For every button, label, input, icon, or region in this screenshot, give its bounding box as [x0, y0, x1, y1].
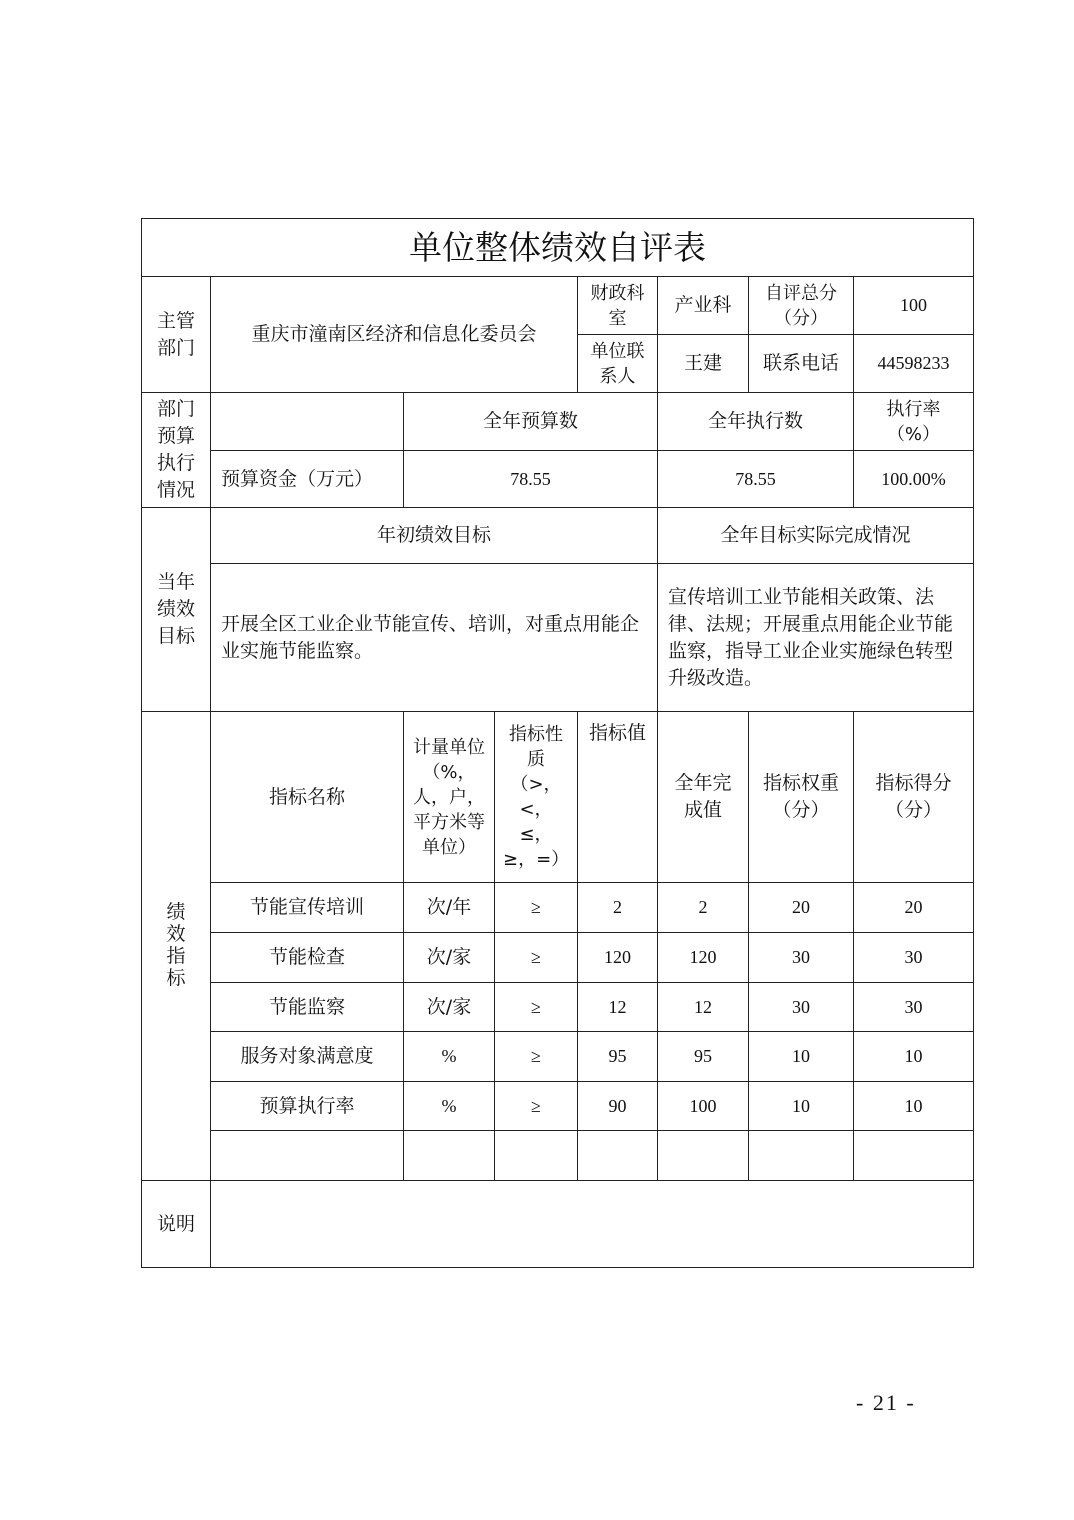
indicator-target: 2	[578, 883, 658, 933]
indicator-name-header: 指标名称	[211, 712, 404, 883]
indicator-nature: ≥	[495, 983, 578, 1032]
indicator-name: 服务对象满意度	[211, 1032, 404, 1082]
indicator-weight: 30	[749, 983, 854, 1032]
indicator-target-header: 指标值	[578, 712, 658, 883]
indicator-actual	[658, 1131, 749, 1181]
budget-section-label: 部门预算执行情况	[142, 393, 211, 508]
indicator-target: 120	[578, 933, 658, 983]
indicator-score: 30	[854, 983, 974, 1032]
executed-value: 78.55	[658, 451, 854, 508]
form-title: 单位整体绩效自评表	[142, 219, 974, 277]
indicator-target: 12	[578, 983, 658, 1032]
actual-goal-text: 宣传培训工业节能相关政策、法律、法规；开展重点用能企业节能监察，指导工业企业实施绿色转型升级改造。	[658, 564, 974, 712]
table-row-empty	[142, 1131, 974, 1181]
table-row	[142, 883, 974, 933]
self-evaluation-form	[141, 218, 974, 1268]
indicator-actual: 95	[658, 1032, 749, 1082]
indicator-nature: ≥	[495, 1032, 578, 1082]
rate-col-header: 执行率（%）	[854, 393, 974, 451]
indicator-nature: ≥	[495, 883, 578, 933]
indicator-score: 30	[854, 933, 974, 983]
indicator-name: 节能宣传培训	[211, 883, 404, 933]
indicator-score	[854, 1131, 974, 1181]
indicator-name: 节能监察	[211, 983, 404, 1032]
indicator-unit: %	[404, 1032, 495, 1082]
indicator-score-header: 指标得分（分）	[854, 712, 974, 883]
indicator-weight	[749, 1131, 854, 1181]
finance-office-value: 产业科	[658, 277, 749, 335]
indicator-unit: 次/家	[404, 983, 495, 1032]
budget-col-header: 全年预算数	[404, 393, 658, 451]
indicator-unit: 次/年	[404, 883, 495, 933]
indicator-name: 预算执行率	[211, 1082, 404, 1131]
indicator-weight-header: 指标权重（分）	[749, 712, 854, 883]
executed-col-header: 全年执行数	[658, 393, 854, 451]
notes-value	[211, 1181, 974, 1268]
indicator-score: 20	[854, 883, 974, 933]
rate-value: 100.00%	[854, 451, 974, 508]
budget-row-label: 预算资金（万元）	[211, 451, 404, 508]
indicator-nature-header: 指标性质（>，<，≤，≥，=）	[495, 712, 578, 883]
contact-label: 单位联系人	[578, 335, 658, 393]
indicator-unit: %	[404, 1082, 495, 1131]
indicator-target	[578, 1131, 658, 1181]
score-value: 100	[854, 277, 974, 335]
phone-value: 44598233	[854, 335, 974, 393]
indicator-weight: 30	[749, 933, 854, 983]
indicators-section-label: 绩效指标	[142, 712, 211, 1181]
indicator-actual-header: 全年完成值	[658, 712, 749, 883]
dept-value: 重庆市潼南区经济和信息化委员会	[211, 277, 578, 393]
indicator-unit: 次/家	[404, 933, 495, 983]
indicator-actual: 100	[658, 1082, 749, 1131]
indicator-score: 10	[854, 1032, 974, 1082]
indicator-weight: 20	[749, 883, 854, 933]
indicator-weight: 10	[749, 1082, 854, 1131]
indicator-weight: 10	[749, 1032, 854, 1082]
table-row	[142, 933, 974, 983]
dept-label: 主管部门	[142, 277, 211, 393]
contact-value: 王建	[658, 335, 749, 393]
indicator-nature	[495, 1131, 578, 1181]
indicator-actual: 2	[658, 883, 749, 933]
actual-goal-header: 全年目标实际完成情况	[658, 508, 974, 564]
indicator-nature: ≥	[495, 1082, 578, 1131]
phone-label: 联系电话	[749, 335, 854, 393]
page-number: - 21 -	[856, 1390, 916, 1415]
indicator-unit-header: 计量单位（%，人，户，平方米等单位）	[404, 712, 495, 883]
indicator-score: 10	[854, 1082, 974, 1131]
table-row	[142, 1082, 974, 1131]
score-label: 自评总分（分）	[749, 277, 854, 335]
indicator-target: 95	[578, 1032, 658, 1082]
table-row	[142, 983, 974, 1032]
indicator-actual: 120	[658, 933, 749, 983]
indicator-actual: 12	[658, 983, 749, 1032]
indicator-target: 90	[578, 1082, 658, 1131]
indicator-name	[211, 1131, 404, 1181]
indicator-unit	[404, 1131, 495, 1181]
indicator-nature: ≥	[495, 933, 578, 983]
budget-value: 78.55	[404, 451, 658, 508]
indicator-name: 节能检查	[211, 933, 404, 983]
table-row	[142, 1032, 974, 1082]
goals-section-label: 当年绩效目标	[142, 508, 211, 712]
notes-label: 说明	[142, 1181, 211, 1268]
initial-goal-text: 开展全区工业企业节能宣传、培训，对重点用能企业实施节能监察。	[211, 564, 658, 712]
budget-blank-cell	[211, 393, 404, 451]
finance-office-label: 财政科室	[578, 277, 658, 335]
initial-goal-header: 年初绩效目标	[211, 508, 658, 564]
